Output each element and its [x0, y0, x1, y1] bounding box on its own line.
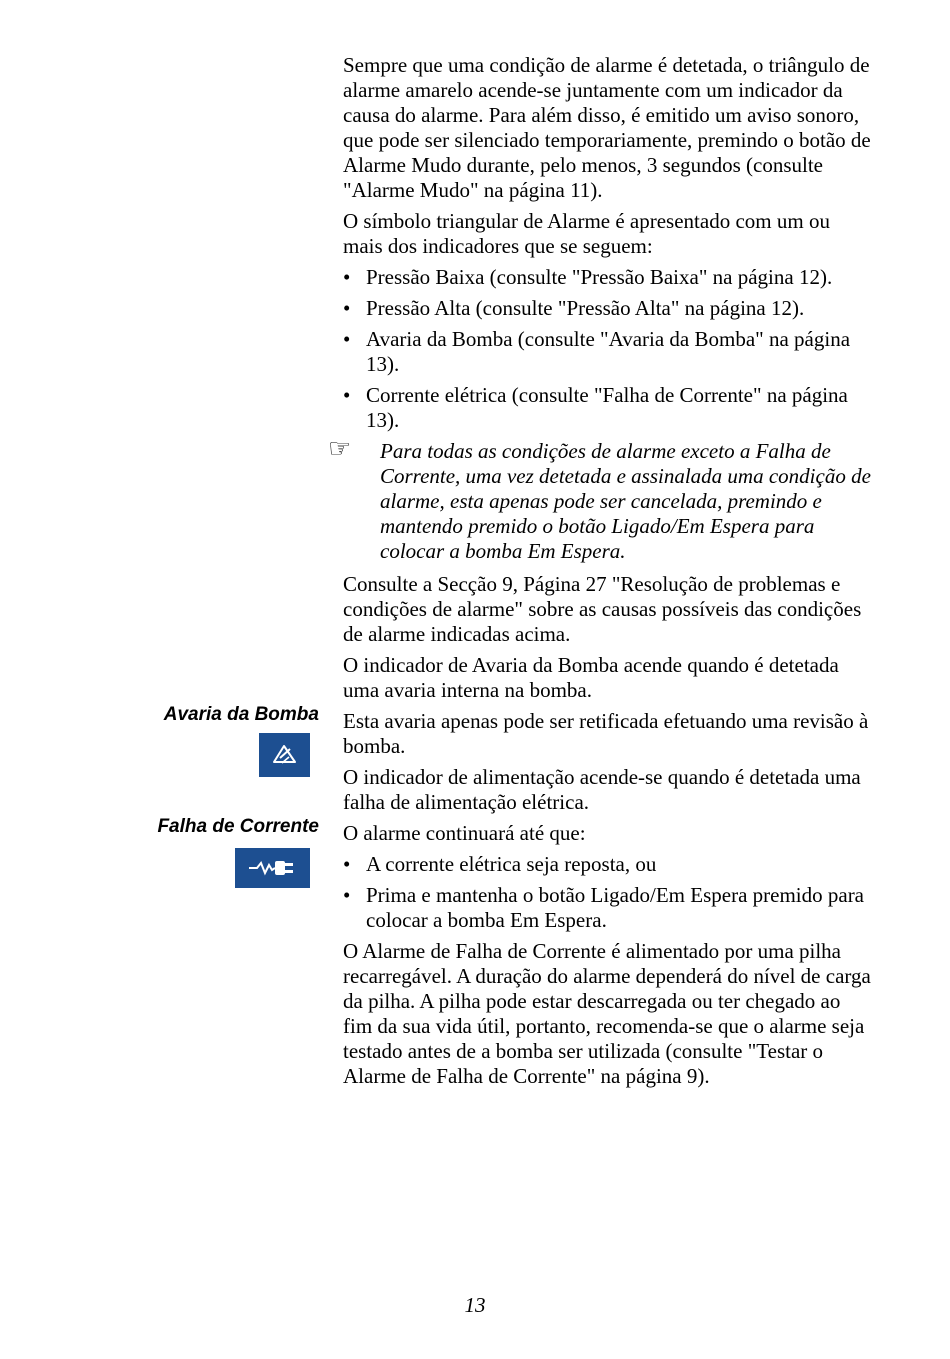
- list-item: • Pressão Alta (consulte "Pressão Alta" na página 12).: [343, 296, 805, 320]
- list-item: • Avaria da Bomba (consulte "Avaria da Bomba" na página 13).: [343, 327, 851, 376]
- pump-fault-icon: [259, 733, 310, 777]
- note: [328, 434, 873, 564]
- pointing-hand-icon: ☞: [328, 434, 352, 463]
- alarm-stop-list: [343, 852, 873, 933]
- indicators-intro: O símbolo triangular de Alarme é apresentado com um ou mais dos indicadores que se seguem:: [343, 209, 830, 258]
- note-text: Para todas as condições de alarme exceto a Falha de Corrente, uma vez detetada e assinalada uma condição de alarme, esta apenas pode ser cancelada, premindo e mantendo premido o botão Ligado/Em Espera para colocar a bomba Em Espera.: [380, 439, 871, 563]
- bullet: •: [343, 265, 351, 289]
- pump-fault-repair-paragraph: Esta avaria apenas pode ser retificada efetuando uma revisão à bomba.: [343, 709, 869, 758]
- alarm-continues-paragraph: O alarme continuará até que:: [343, 821, 586, 845]
- bullet: •: [343, 383, 351, 407]
- pump-fault-paragraph: O indicador de Avaria da Bomba acende quando é detetada uma avaria interna na bomba.: [343, 653, 839, 702]
- power-plug-icon: [235, 848, 310, 888]
- list-item: • Prima e mantenha o botão Ligado/Em Espera premido para colocar a bomba Em Espera.: [343, 883, 865, 932]
- main-text: [328, 53, 873, 1095]
- reference-paragraph: Consulte a Secção 9, Página 27 "Resolução de problemas e condições de alarme" sobre as causas possíveis das condições de alarme indicadas acima.: [343, 572, 862, 646]
- bullet: •: [343, 296, 351, 320]
- pump-fault-heading: Avaria da Bomba: [163, 704, 319, 725]
- indicator-list: [343, 265, 873, 433]
- list-item: • A corrente elétrica seja reposta, ou: [343, 852, 657, 876]
- power-failure-paragraph: O indicador de alimentação acende-se quando é detetada uma falha de alimentação elétrica.: [343, 765, 861, 814]
- bullet: •: [343, 883, 351, 907]
- power-failure-heading: Falha de Corrente: [157, 816, 319, 837]
- page-number: 13: [464, 1293, 486, 1317]
- bullet: •: [343, 852, 351, 876]
- list-item: • Pressão Baixa (consulte "Pressão Baixa" na página 12).: [343, 265, 833, 289]
- list-item: • Corrente elétrica (consulte "Falha de Corrente" na página 13).: [343, 383, 848, 432]
- intro-paragraph: Sempre que uma condição de alarme é detetada, o triângulo de alarme amarelo acende-se juntamente com um indicador da causa do alarme. Para além disso, é emitido um aviso sonoro, que pode ser silenciado temporariamente, premindo o botão de Alarme Mudo durante, pelo menos, 3 segundos (consulte "Alarme Mudo" na página 11).: [343, 53, 871, 202]
- battery-paragraph: O Alarme de Falha de Corrente é alimentado por uma pilha recarregável. A duração do alarme dependerá do nível de carga da pilha. A pilha pode estar descarregada ou ter chegado ao fim da sua vida útil, portanto, recomenda-se que o alarme seja testado antes de a bomba ser utilizada (consulte "Testar o Alarme de Falha de Corrente" na página 9).: [343, 939, 871, 1088]
- bullet: •: [343, 327, 351, 351]
